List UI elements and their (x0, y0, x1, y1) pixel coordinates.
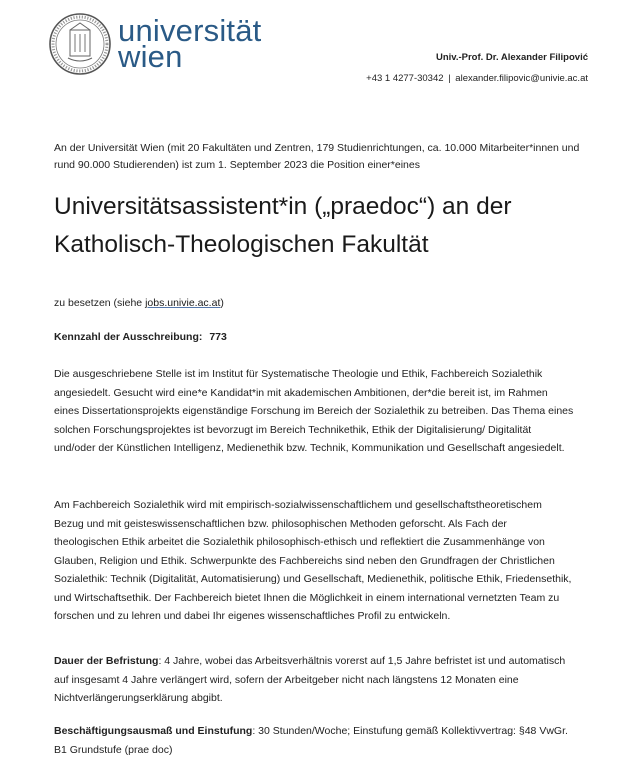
university-wordmark (118, 13, 262, 74)
contact-email[interactable]: alexander.filipovic@univie.ac.at (455, 73, 588, 84)
besetzen-line (54, 297, 224, 309)
paragraph-employment (54, 722, 574, 759)
jobs-link[interactable]: jobs.univie.ac.at (145, 297, 221, 309)
wordmark-line-2: wien (118, 39, 183, 74)
contact-name: Univ.-Prof. Dr. Alexander Filipović (435, 52, 588, 63)
paragraph-department: Am Fachbereich Sozialethik wird mit empirisch-sozialwissenschaftlichem und gesellschaftstheoretischem Bezug und mit geisteswissenschaftlichen bzw. philosophischen Methoden geforscht. Als Fach der theologischen Ethik arbeitet die Sozialethik philosophisch-ethisch und reflektiert die Zusammenhänge von Glauben, Religion und Ethik. Schwerpunkte des Fachbereichs sind neben den Grundfragen der Christlichen Sozialethik: Technik (Digitalität, Automatisierung) und Gesellschaft, Medienethik, politische Ethik, Friedensethik, und Wirtschaftsethik. Der Fachbereich bietet Ihnen die Möglichkeit in einem international vernetzten Team zu forschen und zu lehren und dabei Ihr eigenes wissenschaftliches Profil zu entwickeln. (54, 499, 572, 622)
letterhead (48, 12, 588, 87)
contact-block (366, 52, 588, 84)
position-title (54, 188, 594, 264)
besetzen-suffix: ) (220, 297, 224, 309)
besetzen-prefix: zu besetzen (siehe (54, 297, 146, 309)
reference-value: 773 (209, 331, 227, 343)
employment-text: : 30 Stunden/Woche; Einstufung gemäß Kollektivvertrag: §48 VwGr. B1 Grundstufe (prae doc) (54, 725, 568, 756)
contact-phone: +43 1 4277-30342 (366, 73, 444, 84)
wordmark-line-1: universität (118, 13, 262, 48)
employment-label: Beschäftigungsausmaß und Einstufung (54, 725, 253, 737)
intro-paragraph: An der Universität Wien (mit 20 Fakultäten und Zentren, 179 Studienrichtungen, ca. 10.000 Mitarbeiter*innen und rund 90.000 Studierenden) ist zum 1. September 2023 die Position einer*eines (54, 142, 580, 171)
title-line-2: Katholisch-Theologischen Fakultät (54, 231, 429, 258)
duration-label: Dauer der Befristung (54, 655, 159, 667)
title-line-1: Universitätsassistent*in („praedoc“) an der (54, 193, 512, 220)
university-seal-icon (48, 12, 112, 76)
paragraph-position: Die ausgeschriebene Stelle ist im Institut für Systematische Theologie und Ethik, Fachbereich Sozialethik angesiedelt. Gesucht wird eine*e Kandidat*in mit akademischen Ambitionen, der*die bereit ist, im Rahmen eines Dissertationsprojekts eigenständige Forschung im Bereich der Sozialethik zu betreiben. Das Thema eines solchen Forschungsprojektes ist bevorzugt im Bereich Technikethik, Ethik der Digitalisierung/ Digitalität und/oder der Künstlichen Intelligenz, Medienethik bzw. Technik, Kommunikation und Gesellschaft angesiedelt. (54, 368, 574, 454)
paragraph-duration (54, 652, 574, 708)
duration-text: : 4 Jahre, wobei das Arbeitsverhältnis vorerst auf 1,5 Jahre befristet ist und automatisch auf insgesamt 4 Jahre verlängert wird, sofern der Arbeitgeber nicht nach längstens 12 Monaten eine Nichtverlängerungserklärung abgibt. (54, 655, 566, 704)
reference-number (54, 331, 227, 343)
contact-separator: | (448, 73, 451, 84)
reference-label: Kennzahl der Ausschreibung: (54, 331, 203, 343)
